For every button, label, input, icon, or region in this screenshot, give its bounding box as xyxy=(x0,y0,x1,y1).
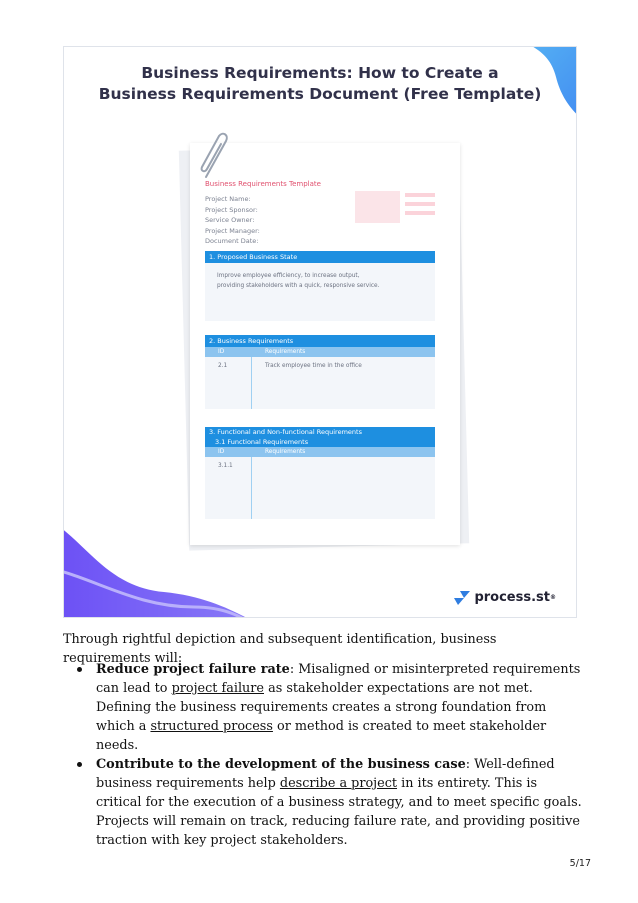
placeholder-line xyxy=(405,202,435,206)
row-id: 3.1.1 xyxy=(218,463,233,469)
template-paper xyxy=(190,143,460,545)
section-3-columns: ID Requirements xyxy=(205,447,435,457)
field-label: Project Name: xyxy=(205,195,251,203)
link-describe-a-project[interactable]: describe a project xyxy=(279,776,398,791)
bullet-icon xyxy=(77,762,82,767)
process-st-logo: process.st ® xyxy=(454,590,556,605)
featured-image-card xyxy=(63,46,577,618)
page-number: 5/17 xyxy=(569,858,591,869)
section-1-header: 1. Proposed Business State xyxy=(205,251,435,263)
paperclip-icon xyxy=(196,131,236,181)
field-label: Service Owner: xyxy=(205,216,255,224)
section-2-body xyxy=(205,357,435,409)
list-item: Reduce project failure rate: Misaligned or misinterpreted requirements can lead to project failure as stakeholder expectations are not met. Defining the business requirements creates a strong foundation from which a structured process or method is created to meet stakeholder needs. xyxy=(63,660,583,755)
section-1-body xyxy=(205,263,435,321)
placeholder-line xyxy=(405,211,435,215)
field-label: Document Date: xyxy=(205,237,259,245)
placeholder-line xyxy=(405,193,435,197)
section-3-body xyxy=(205,457,435,519)
link-project-failure[interactable]: project failure xyxy=(171,681,264,696)
placeholder-block xyxy=(355,191,400,223)
intro-paragraph: Through rightful depiction and subsequent identification, business requirements will: xyxy=(63,632,497,666)
section-3-header: 3. Functional and Non-functional Requirements 3.1 Functional Requirements xyxy=(205,427,435,447)
benefits-list xyxy=(63,660,583,850)
bullet-icon xyxy=(77,667,82,672)
section-2-header: 2. Business Requirements xyxy=(205,335,435,347)
field-label: Project Manager: xyxy=(205,226,260,235)
template-fields xyxy=(205,194,260,247)
list-item: Contribute to the development of the business case: Well-defined business requirements help describe a project in its entirety. This is critical for the execution of a business strategy, and to meet specific goals. Projects will remain on track, reducing failure rate, and providing positive traction with key project stakeholders. xyxy=(63,755,583,850)
row-requirement: Track employee time in the office xyxy=(265,363,362,369)
figure-title: Business Requirements: How to Create a Business Requirements Document (Free Template) xyxy=(98,64,542,103)
section-1-text: Improve employee efficiency, to increase output, providing stakeholders with a quick, responsive service. xyxy=(217,273,380,289)
section-2-columns: ID Requirements xyxy=(205,347,435,357)
link-structured-process[interactable]: structured process xyxy=(150,719,273,734)
field-label: Project Sponsor: xyxy=(205,205,258,214)
process-st-logo-icon xyxy=(454,591,470,605)
template-heading: Business Requirements Template xyxy=(205,180,321,188)
row-id: 2.1 xyxy=(218,363,228,369)
